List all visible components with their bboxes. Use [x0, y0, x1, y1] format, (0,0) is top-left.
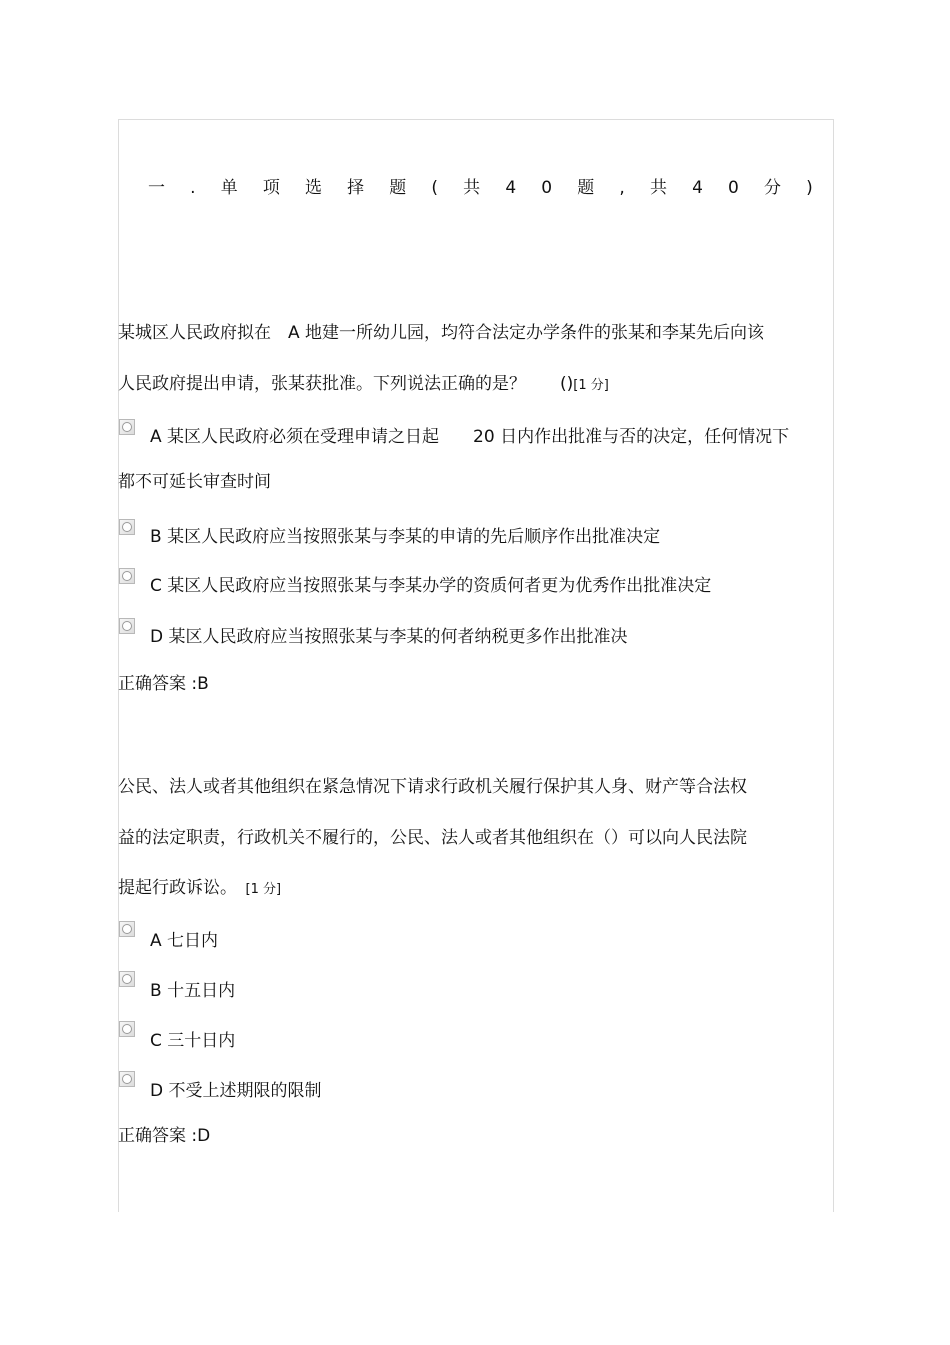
title-char: 共	[649, 178, 667, 198]
question-1-option-a-cont: 都不可延长审查时间	[118, 472, 271, 492]
question-1-stem-line-2	[118, 372, 609, 398]
title-char: 择	[347, 178, 365, 198]
question-1-option-c-label: C 某区人民政府应当按照张某与李某办学的资质何者更为优秀作出批准决定	[150, 576, 712, 596]
title-char: ,	[619, 178, 625, 198]
title-char: 4	[505, 178, 517, 198]
question-1-option-c-radio[interactable]	[119, 568, 135, 584]
question-2-answer: 正确答案 :D	[118, 1126, 211, 1146]
title-char: )	[806, 178, 813, 198]
title-char: (	[431, 178, 439, 198]
question-2-stem-text: 提起行政诉讼。	[118, 878, 246, 898]
title-char: 题	[577, 178, 595, 198]
question-2-option-b-radio[interactable]	[119, 971, 135, 987]
question-1-score: [1 分]	[573, 378, 609, 393]
question-1-option-a-radio[interactable]	[119, 419, 135, 435]
title-char: 分	[764, 178, 782, 198]
question-1-option-b-radio[interactable]	[119, 519, 135, 535]
title-char: 选	[304, 178, 322, 198]
question-1-option-a-label: A 某区人民政府必须在受理申请之日起 20 日内作出批准与否的决定，任何情况下	[150, 427, 790, 447]
question-2-score: [1 分]	[245, 882, 282, 897]
question-2-stem-line-2: 益的法定职责，行政机关不履行的，公民、法人或者其他组织在（）可以向人民法院	[118, 828, 747, 848]
question-2-option-d-radio[interactable]	[119, 1071, 135, 1087]
title-char: 4	[692, 178, 703, 198]
question-2-option-a-radio[interactable]	[119, 921, 135, 937]
question-1-option-d-radio[interactable]	[119, 618, 135, 634]
title-char: 单	[220, 178, 238, 198]
question-2-option-d-label: D 不受上述期限的限制	[150, 1081, 322, 1101]
title-char: 共	[463, 178, 481, 198]
title-char: 题	[389, 178, 407, 198]
question-2-option-b-label: B 十五日内	[150, 981, 236, 1001]
question-1-option-d-label: D 某区人民政府应当按照张某与李某的何者纳税更多作出批准决	[150, 627, 628, 647]
question-2-stem-line-1: 公民、法人或者其他组织在紧急情况下请求行政机关履行保护其人身、财产等合法权	[118, 777, 747, 797]
question-2-option-c-radio[interactable]	[119, 1021, 135, 1037]
question-1-answer: 正确答案 :B	[118, 674, 209, 694]
question-2-option-c-label: C 三十日内	[150, 1031, 236, 1051]
title-char: 一	[148, 178, 165, 198]
question-1-stem-line-1: 某城区人民政府拟在 A 地建一所幼儿园，均符合法定办学条件的张某和李某先后向该	[118, 323, 765, 343]
section-title	[148, 176, 813, 200]
question-1-stem-text: 人民政府提出申请，张某获批准。下列说法正确的是？ ()	[118, 374, 574, 394]
question-2-stem-line-3	[118, 876, 281, 902]
title-char: 项	[262, 178, 280, 198]
title-char: 0	[541, 178, 553, 198]
title-char: .	[190, 178, 196, 198]
title-char: 0	[728, 178, 739, 198]
question-1-option-b-label: B 某区人民政府应当按照张某与李某的申请的先后顺序作出批准决定	[150, 527, 661, 547]
question-2-option-a-label: A 七日内	[150, 931, 219, 951]
